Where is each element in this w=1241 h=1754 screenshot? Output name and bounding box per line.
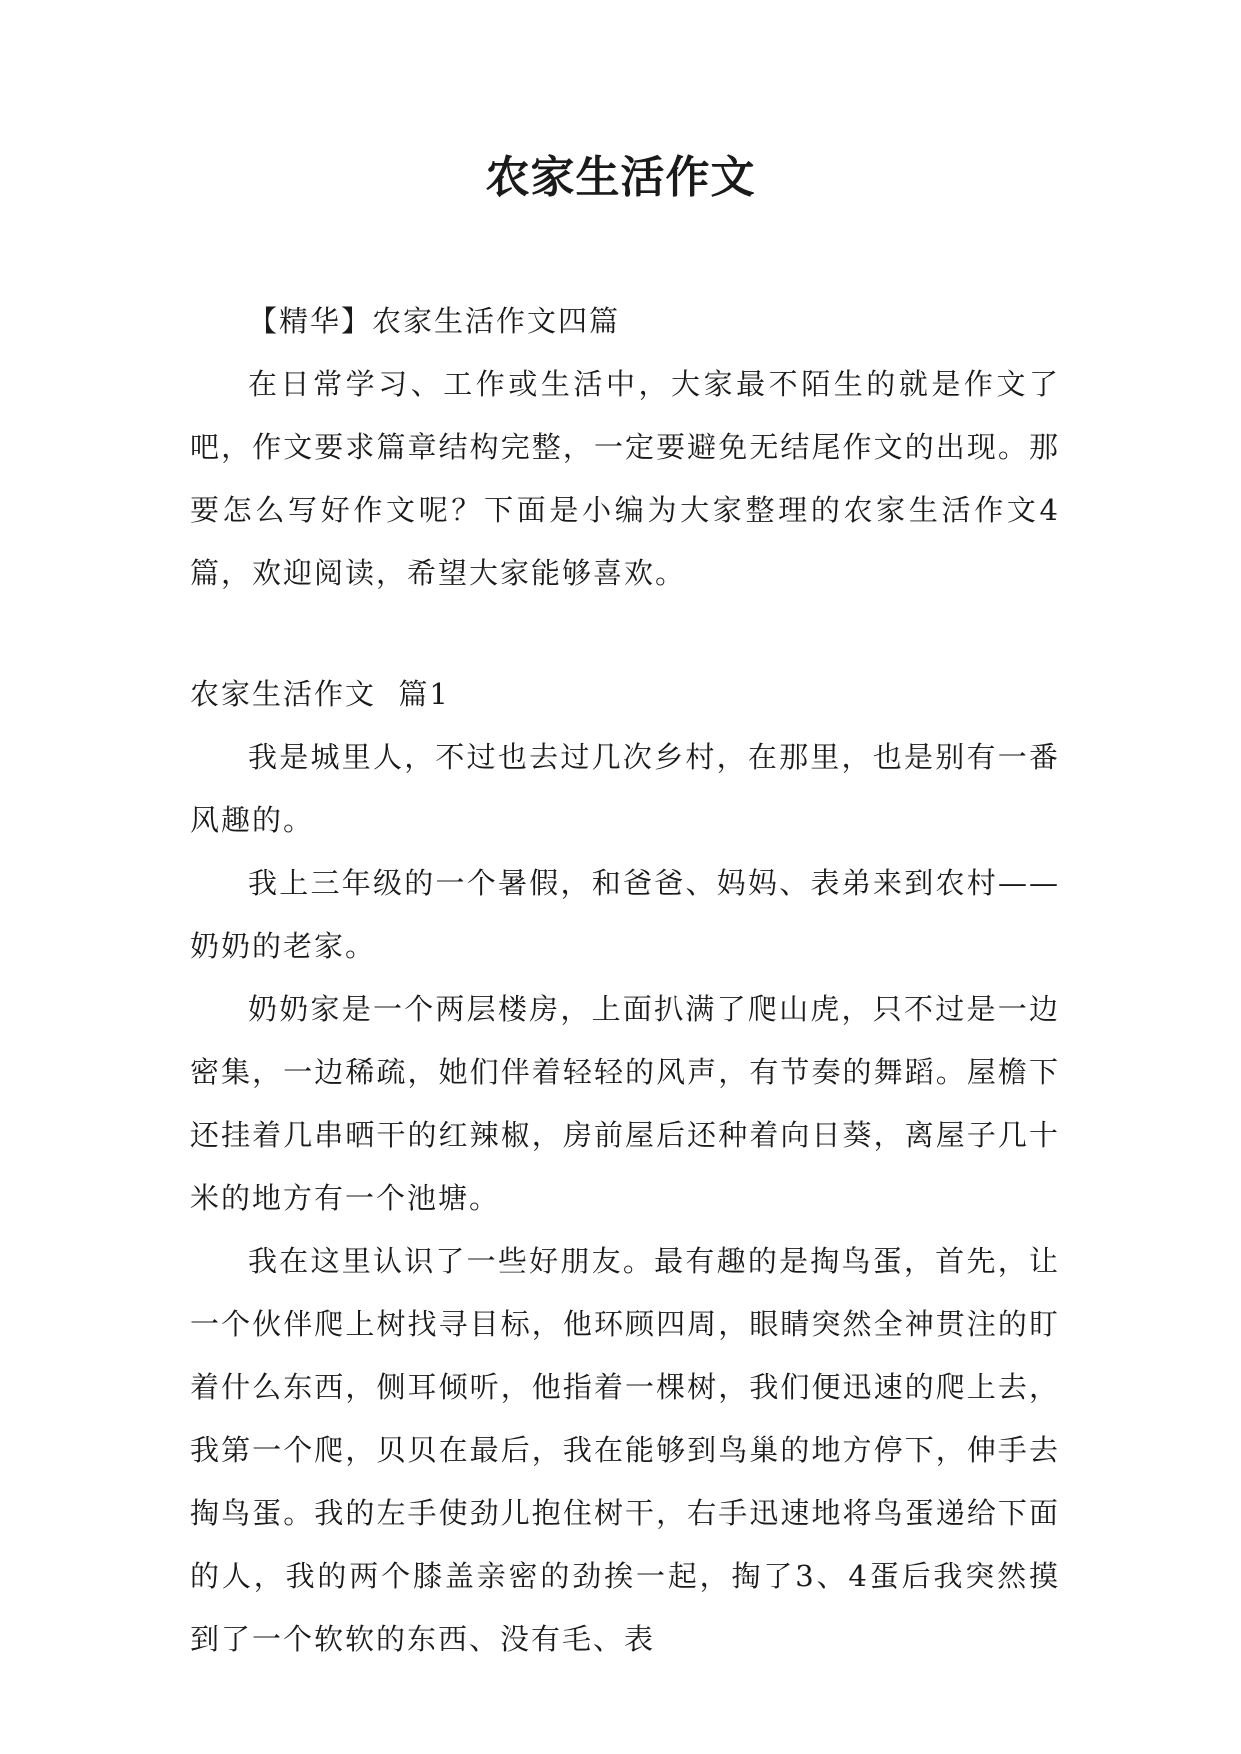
intro-paragraph: 在日常学习、工作或生活中，大家最不陌生的就是作文了吧，作文要求篇章结构完整，一定要避免无结尾作文的出现。那要怎么写好作文呢？下面是小编为大家整理的农家生活作文4篇，欢迎阅读，希望大家能够喜欢。 [190, 367, 1060, 590]
body-paragraph-2: 我上三年级的一个暑假，和爸爸、妈妈、表弟来到农村——奶奶的老家。 [190, 866, 1060, 963]
section-heading: 农家生活作文 篇1 [190, 677, 450, 711]
document-body [190, 290, 1060, 1671]
body-paragraph-3: 奶奶家是一个两层楼房，上面扒满了爬山虎，只不过是一边密集，一边稀疏，她们伴着轻轻的风声，有节奏的舞蹈。屋檐下还挂着几串晒干的红辣椒，房前屋后还种着向日葵，离屋子几十米的地方有一个池塘。 [190, 992, 1060, 1215]
document-title: 农家生活作文 [485, 152, 756, 203]
body-paragraph-1: 我是城里人，不过也去过几次乡村，在那里，也是别有一番风趣的。 [190, 740, 1060, 837]
body-paragraph-4: 我在这里认识了一些好朋友。最有趣的是掏鸟蛋，首先，让一个伙伴爬上树找寻目标，他环顾四周，眼睛突然全神贯注的盯着什么东西，侧耳倾听，他指着一棵树，我们便迅速的爬上去，我第一个爬，贝贝在最后，我在能够到鸟巢的地方停下，伸手去掏鸟蛋。我的左手使劲儿抱住树干，右手迅速地将鸟蛋递给下面的人，我的两个膝盖亲密的劲挨一起，掏了3、4蛋后我突然摸到了一个软软的东西、没有毛、表 [190, 1244, 1060, 1656]
document-subtitle: 【精华】农家生活作文四篇 [248, 304, 621, 338]
